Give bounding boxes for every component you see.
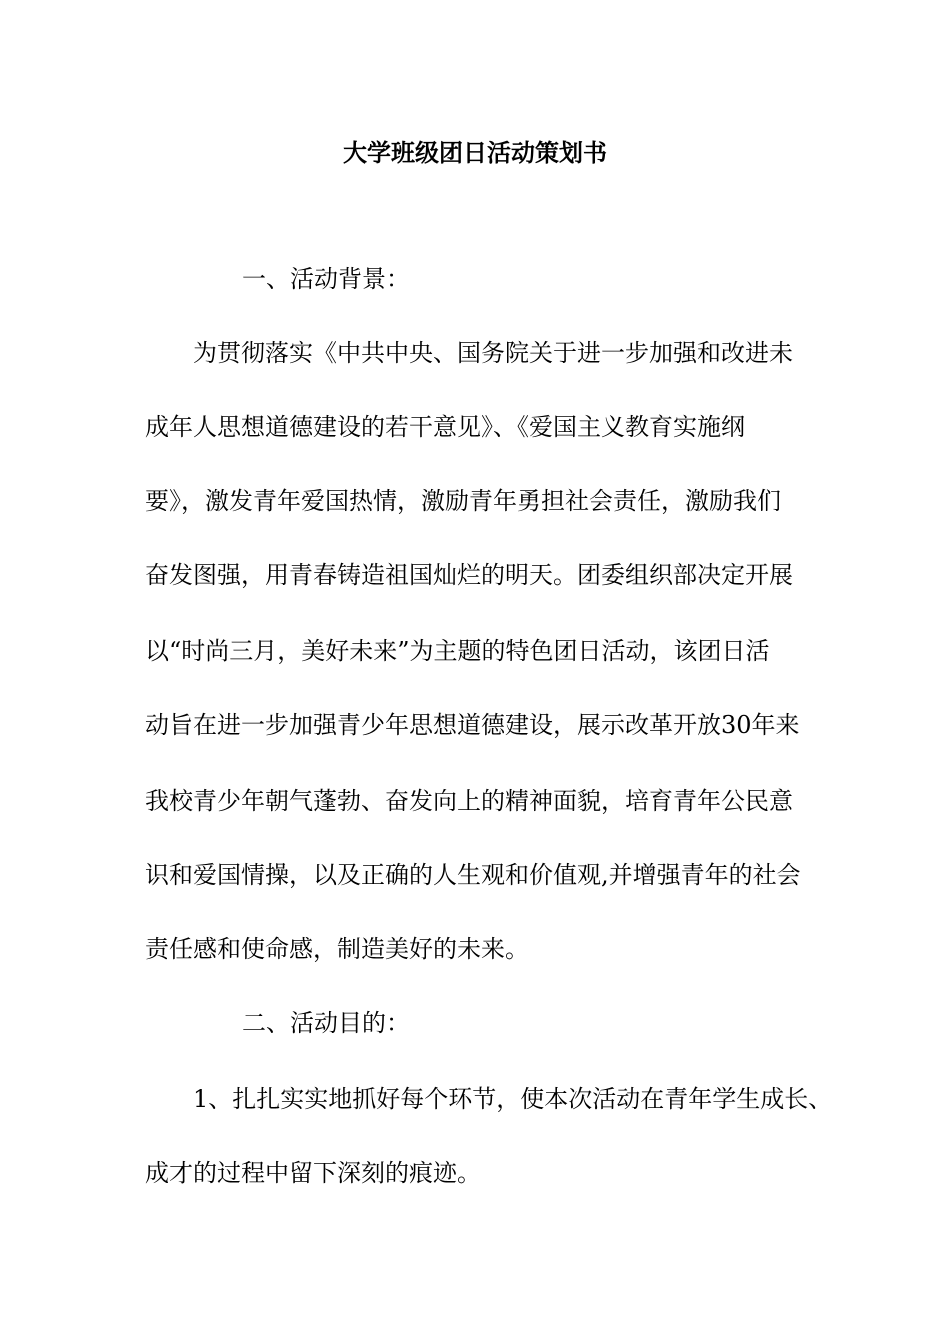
- paragraph-line: 识和爱国情操，以及正确的人生观和价值观,并增强青年的社会: [145, 861, 801, 889]
- paragraph-line: 要》，激发青年爱国热情，激励青年勇担社会责任，激励我们: [145, 487, 781, 515]
- paragraph-line: 动旨在进一步加强青少年思想道德建设，展示改革开放30年来: [145, 711, 800, 739]
- document-title: 大学班级团日活动策划书: [343, 138, 607, 167]
- paragraph-line: 我校青少年朝气蓬勃、奋发向上的精神面貌，培育青年公民意: [145, 787, 793, 815]
- paragraph-line: 1、扎扎实实地抓好每个环节，使本次活动在青年学生成长、: [193, 1085, 833, 1113]
- paragraph-line: 为贯彻落实《中共中央、国务院关于进一步加强和改进未: [193, 339, 793, 367]
- paragraph-line: 成年人思想道德建设的若干意见》、《爱国主义教育实施纲: [145, 413, 745, 441]
- paragraph-line: 成才的过程中留下深刻的痕迹。: [145, 1159, 481, 1187]
- paragraph-line: 奋发图强，用青春铸造祖国灿烂的明天。团委组织部决定开展: [145, 561, 793, 589]
- paragraph-line: 责任感和使命感，制造美好的未来。: [145, 935, 529, 963]
- paragraph-line: 以“时尚三月，美好未来”为主题的特色团日活动，该团日活: [145, 637, 770, 665]
- section-heading-purpose: 二、活动目的：: [242, 1009, 410, 1037]
- section-heading-background: 一、活动背景：: [242, 265, 410, 293]
